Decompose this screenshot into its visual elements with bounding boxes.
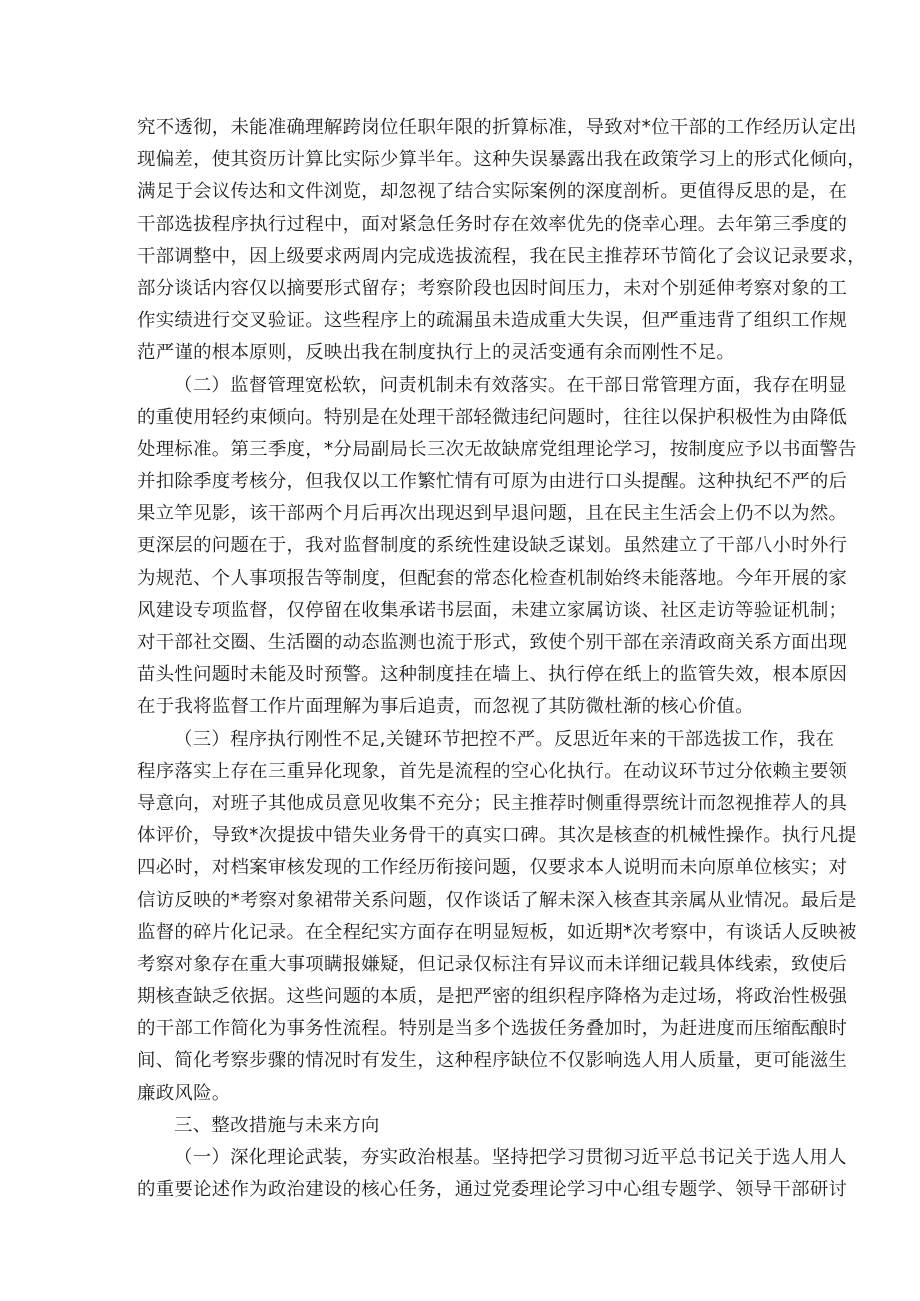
text-line: （二）监督管理宽松软，问责机制未有效落实。在干部日常管理方面，我存在明显 bbox=[174, 374, 847, 396]
text-line: 四必时，对档案审核发现的工作经历衔接问题，仅要求本人说明而未向原单位核实；对 bbox=[137, 857, 848, 879]
text-line: 现偏差，使其资历计算比实际少算半年。这种失误暴露出我在政策学习上的形式化倾向， bbox=[137, 149, 866, 171]
text-line: 作实绩进行交叉验证。这些程序上的疏漏虽未造成重大失误，但严重违背了组织工作规 bbox=[137, 310, 848, 332]
text-line: 体评价，导致*次提拔中错失业务骨干的真实口碑。其次是核查的机械性操作。执行凡提 bbox=[137, 825, 857, 847]
text-line: 并扣除季度考核分，但我仅以工作繁忙情有可原为由进行口头提醒。这种执纪不严的后 bbox=[137, 471, 848, 493]
text-line: 风建设专项监督，仅停留在收集承诺书层面，未建立家属访谈、社区走访等验证机制； bbox=[137, 599, 848, 621]
text-line: 监督的碎片化记录。在全程纪实方面存在明显短板，如近期*次考察中，有谈话人反映被 bbox=[137, 921, 857, 943]
text-line: （一）深化理论武装，夯实政治根基。坚持把学习贯彻习近平总书记关于选人用人 bbox=[174, 1147, 847, 1168]
text-line: 廉政风险。 bbox=[137, 1082, 231, 1104]
text-line: 的重使用轻约束倾向。特别是在处理干部轻微违纪问题时，往往以保护积极性为由降低 bbox=[137, 406, 848, 428]
text-line: 果立竿见影，该干部两个月后再次出现迟到早退问题，且在民主生活会上仍不以为然。 bbox=[137, 503, 848, 525]
text-line: 范严谨的根本原则，反映出我在制度执行上的灵活变通有余而刚性不足。 bbox=[137, 342, 736, 364]
text-line: 苗头性问题时未能及时预警。这种制度挂在墙上、执行停在纸上的监管失效，根本原因 bbox=[137, 664, 848, 686]
text-line: 处理标准。第三季度，*分局副局长三次无故缺席党组理论学习，按制度应予以书面警告 bbox=[137, 438, 857, 460]
text-line: 的重要论述作为政治建设的核心任务，通过党委理论学习中心组专题学、领导干部研讨 bbox=[137, 1179, 848, 1201]
text-line: 在于我将监督工作片面理解为事后追责，而忽视了其防微杜渐的核心价值。 bbox=[137, 696, 754, 718]
text-line: 导意向，对班子其他成员意见收集不充分；民主推荐时侧重得票统计而忽视推荐人的具 bbox=[137, 792, 848, 814]
text-line: 干部选拔程序执行过程中，面对紧急任务时存在效率优先的侥幸心理。去年第三季度的 bbox=[137, 213, 848, 235]
text-line: 究不透彻，未能准确理解跨岗位任职年限的折算标准，导致对*位干部的工作经历认定出 bbox=[137, 117, 857, 138]
text-line: 考察对象存在重大事项瞒报嫌疑，但记录仅标注有异议而未详细记载具体线索，致使后 bbox=[137, 953, 848, 975]
text-line: 更深层的问题在于，我对监督制度的系统性建设缺乏谋划。虽然建立了干部八小时外行 bbox=[137, 535, 848, 557]
text-line: 为规范、个人事项报告等制度，但配套的常态化检查机制始终未能落地。今年开展的家 bbox=[137, 567, 848, 589]
text-line: 信访反映的*考察对象裙带关系问题，仅作谈话了解未深入核查其亲属从业情况。最后是 bbox=[137, 889, 857, 911]
text-line: 满足于会议传达和文件浏览，却忽视了结合实际案例的深度剖析。更值得反思的是，在 bbox=[137, 181, 848, 203]
document-body bbox=[137, 112, 866, 1206]
text-line: 的干部工作简化为事务性流程。特别是当多个选拔任务叠加时，为赶进度而压缩酝酿时 bbox=[137, 1018, 848, 1040]
text-line: 三、整改措施与未来方向 bbox=[174, 1114, 380, 1136]
text-line: 程序落实上存在三重异化现象，首先是流程的空心化执行。在动议环节过分依赖主要领 bbox=[137, 760, 848, 782]
text-line: （三）程序执行刚性不足,关键环节把控不严。反思近年来的干部选拔工作，我在 bbox=[174, 728, 835, 750]
text-line: 对干部社交圈、生活圈的动态监测也流于形式，致使个别干部在亲清政商关系方面出现 bbox=[137, 632, 848, 653]
text-line: 部分谈话内容仅以摘要形式留存；考察阶段也因时间压力，未对个别延伸考察对象的工 bbox=[137, 277, 848, 299]
text-line: 期核查缺乏依据。这些问题的本质，是把严密的组织程序降格为走过场，将政治性极强 bbox=[137, 986, 848, 1008]
text-line: 干部调整中，因上级要求两周内完成选拔流程，我在民主推荐环节简化了会议记录要求， bbox=[137, 245, 866, 267]
text-line: 间、简化考察步骤的情况时有发生，这种程序缺位不仅影响选人用人质量，更可能滋生 bbox=[137, 1050, 848, 1072]
